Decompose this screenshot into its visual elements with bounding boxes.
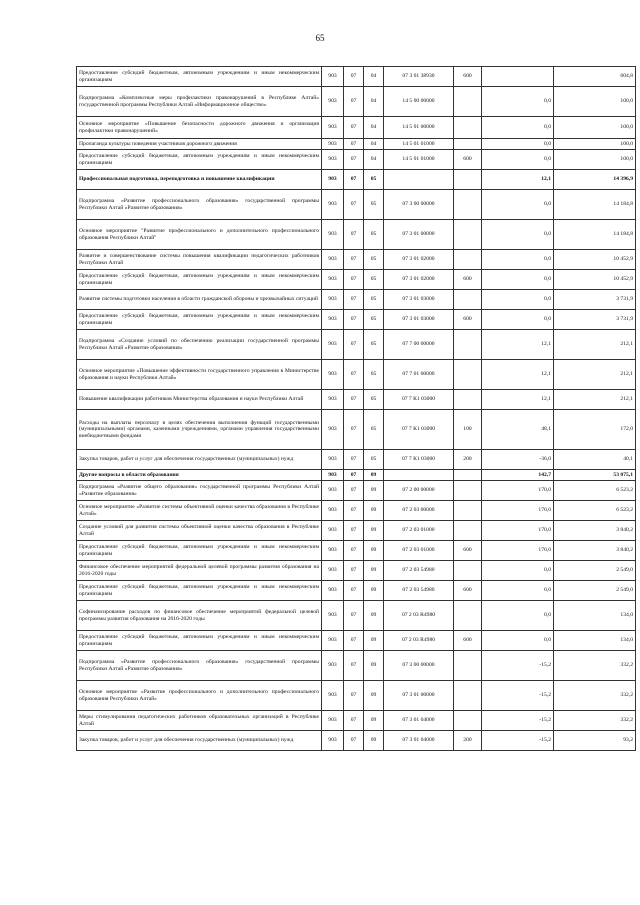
table-row [77, 220, 636, 250]
total-amount: 14 396,9 [554, 170, 636, 190]
table-row [77, 310, 636, 330]
row-name: Повышение квалификации работников Министерства образования и науки Республики Алтай [77, 390, 322, 410]
section-code: 07 [344, 651, 364, 681]
expense-type-code: 600 [454, 581, 482, 601]
expense-type-code [454, 521, 482, 541]
subsection-code: 09 [364, 631, 384, 651]
total-amount: 100,0 [554, 139, 636, 150]
row-name: Предоставление субсидий бюджетным, автономным учреждениям и иным некоммерческим организациям [77, 581, 322, 601]
section-code: 07 [344, 310, 364, 330]
row-name: Предоставление субсидий бюджетным, автономным учреждениям и иным некоммерческим организациям [77, 150, 322, 170]
section-code: 07 [344, 117, 364, 139]
table-row [77, 139, 636, 150]
table-row [77, 87, 636, 117]
change-amount: 0,0 [482, 150, 554, 170]
budget-table-body [77, 67, 636, 751]
target-article-code: 07 3 00 00000 [384, 651, 454, 681]
row-name: Закупка товаров, работ и услуг для обеспечения государственных (муниципальных) нужд [77, 450, 322, 470]
total-amount: 53 075,1 [554, 470, 636, 481]
target-article-code: 14 5 01 01000 [384, 150, 454, 170]
ministry-code: 903 [322, 561, 344, 581]
table-row [77, 481, 636, 501]
target-article-code: 07 3 01 00000 [384, 681, 454, 711]
ministry-code: 903 [322, 290, 344, 310]
expense-type-code [454, 501, 482, 521]
ministry-code: 903 [322, 470, 344, 481]
total-amount: 332,2 [554, 711, 636, 731]
change-amount: 170,0 [482, 521, 554, 541]
total-amount: 100,0 [554, 117, 636, 139]
subsection-code: 09 [364, 541, 384, 561]
ministry-code: 903 [322, 501, 344, 521]
row-name: Основное мероприятие "Развитие профессионального и дополнительного профессионального образования Республики Алтай" [77, 220, 322, 250]
ministry-code: 903 [322, 601, 344, 631]
ministry-code: 903 [322, 170, 344, 190]
row-name: Основное мероприятие «Развитие профессионального и дополнительного профессионального образования Республики Алтай» [77, 681, 322, 711]
target-article-code: 07 7 К1 03000 [384, 390, 454, 410]
ministry-code: 903 [322, 117, 344, 139]
subsection-code: 09 [364, 521, 384, 541]
table-row [77, 190, 636, 220]
row-name: Закупка товаров, работ и услуг для обеспечения государственных (муниципальных) нужд [77, 731, 322, 751]
table-row [77, 150, 636, 170]
subsection-code: 09 [364, 481, 384, 501]
subsection-code: 05 [364, 310, 384, 330]
total-amount: 3 840,2 [554, 541, 636, 561]
expense-type-code [454, 117, 482, 139]
table-row [77, 711, 636, 731]
subsection-code: 09 [364, 651, 384, 681]
table-row [77, 67, 636, 87]
table-row [77, 731, 636, 751]
target-article-code: 07 7 К1 03000 [384, 450, 454, 470]
subsection-code: 09 [364, 681, 384, 711]
expense-type-code [454, 360, 482, 390]
change-amount: 0,0 [482, 87, 554, 117]
ministry-code: 903 [322, 190, 344, 220]
expense-type-code [454, 561, 482, 581]
ministry-code: 903 [322, 139, 344, 150]
ministry-code: 903 [322, 521, 344, 541]
budget-table [76, 66, 636, 751]
row-name: Предоставление субсидий бюджетным, автономным учреждениям и иным некоммерческим организациям [77, 631, 322, 651]
change-amount: 12,1 [482, 170, 554, 190]
total-amount: 14 184,8 [554, 220, 636, 250]
target-article-code: 07 3 01 00000 [384, 220, 454, 250]
section-code: 07 [344, 190, 364, 220]
subsection-code: 05 [364, 270, 384, 290]
row-name: Подпрограмма «Развитие общего образования» государственной программы Республики Алтай «Развитие образования» [77, 481, 322, 501]
total-amount: 212,1 [554, 330, 636, 360]
page-number: 65 [315, 33, 325, 43]
target-article-code: 07 7 К1 03000 [384, 410, 454, 450]
change-amount: 170,0 [482, 481, 554, 501]
change-amount: 0,0 [482, 250, 554, 270]
expense-type-code [454, 170, 482, 190]
expense-type-code: 600 [454, 541, 482, 561]
table-row [77, 631, 636, 651]
total-amount: 14 184,8 [554, 190, 636, 220]
ministry-code: 903 [322, 631, 344, 651]
target-article-code: 07 2 03 54980 [384, 581, 454, 601]
row-name: Предоставление субсидий бюджетным, автономным учреждениям и иным некоммерческим организациям [77, 541, 322, 561]
total-amount: 134,0 [554, 601, 636, 631]
ministry-code: 903 [322, 150, 344, 170]
total-amount: 3 840,2 [554, 521, 636, 541]
total-amount: 212,1 [554, 360, 636, 390]
expense-type-code [454, 330, 482, 360]
target-article-code: 07 3 01 03000 [384, 290, 454, 310]
row-name: Подпрограмма «Развитие профессионального образования» государственной программы Республики Алтай «Развитие образования» [77, 190, 322, 220]
subsection-code: 04 [364, 150, 384, 170]
target-article-code: 14 5 01 01000 [384, 139, 454, 150]
ministry-code: 903 [322, 681, 344, 711]
expense-type-code [454, 290, 482, 310]
row-name: Пропаганда культуры поведения участников дорожного движения [77, 139, 322, 150]
subsection-code: 05 [364, 290, 384, 310]
ministry-code: 903 [322, 67, 344, 87]
expense-type-code [454, 390, 482, 410]
section-code: 07 [344, 521, 364, 541]
change-amount: 170,0 [482, 541, 554, 561]
ministry-code: 903 [322, 541, 344, 561]
section-code: 07 [344, 410, 364, 450]
subsection-code: 05 [364, 250, 384, 270]
change-amount: 12,1 [482, 330, 554, 360]
section-code: 07 [344, 731, 364, 751]
total-amount: 2 549,0 [554, 561, 636, 581]
table-row [77, 170, 636, 190]
total-amount: 3 731,9 [554, 310, 636, 330]
ministry-code: 903 [322, 220, 344, 250]
ministry-code: 903 [322, 581, 344, 601]
change-amount: 48,1 [482, 410, 554, 450]
total-amount: 100,0 [554, 87, 636, 117]
change-amount: 0,0 [482, 270, 554, 290]
ministry-code: 903 [322, 711, 344, 731]
table-row [77, 390, 636, 410]
change-amount: 0,0 [482, 117, 554, 139]
total-amount: 10 452,9 [554, 250, 636, 270]
section-code: 07 [344, 631, 364, 651]
ministry-code: 903 [322, 450, 344, 470]
section-code: 07 [344, 360, 364, 390]
expense-type-code [454, 190, 482, 220]
table-row [77, 601, 636, 631]
expense-type-code [454, 139, 482, 150]
ministry-code: 903 [322, 250, 344, 270]
section-code: 07 [344, 450, 364, 470]
target-article-code: 07 3 01 03000 [384, 310, 454, 330]
total-amount: 2 549,0 [554, 581, 636, 601]
section-code: 07 [344, 481, 364, 501]
ministry-code: 903 [322, 651, 344, 681]
section-code: 07 [344, 139, 364, 150]
table-row [77, 250, 636, 270]
ministry-code: 903 [322, 731, 344, 751]
expense-type-code: 600 [454, 310, 482, 330]
total-amount: 212,1 [554, 390, 636, 410]
total-amount: 604,8 [554, 67, 636, 87]
table-row [77, 450, 636, 470]
row-name: Финансовое обеспечение мероприятий федеральной целевой программы развития образования на 2016-2020 годы [77, 561, 322, 581]
row-name: Основное мероприятие «Повышение эффективности государственного управления в Министерстве образования и науки Республики Алтай» [77, 360, 322, 390]
ministry-code: 903 [322, 87, 344, 117]
table-row [77, 501, 636, 521]
table-row [77, 541, 636, 561]
ministry-code: 903 [322, 390, 344, 410]
expense-type-code [454, 651, 482, 681]
expense-type-code [454, 87, 482, 117]
expense-type-code [454, 601, 482, 631]
total-amount: 3 731,9 [554, 290, 636, 310]
change-amount: 12,1 [482, 360, 554, 390]
total-amount: 93,2 [554, 731, 636, 751]
subsection-code: 05 [364, 450, 384, 470]
subsection-code: 05 [364, 410, 384, 450]
change-amount: 0,0 [482, 220, 554, 250]
row-name: Меры стимулирования педагогических работников образовательных организаций в Республике Алтай [77, 711, 322, 731]
row-name: Развитие и совершенствование системы повышения квалификации педагогических работников Республики Алтай [77, 250, 322, 270]
table-row [77, 330, 636, 360]
table-row [77, 360, 636, 390]
target-article-code: 07 7 00 00000 [384, 330, 454, 360]
expense-type-code: 600 [454, 67, 482, 87]
ministry-code: 903 [322, 410, 344, 450]
change-amount: 170,0 [482, 501, 554, 521]
subsection-code: 09 [364, 501, 384, 521]
section-code: 07 [344, 470, 364, 481]
target-article-code: 07 3 00 00000 [384, 190, 454, 220]
total-amount: 100,0 [554, 150, 636, 170]
section-code: 07 [344, 170, 364, 190]
table-row [77, 561, 636, 581]
row-name: Подпрограмма «Развитие профессионального образования» государственной программы Республики Алтай «Развитие образования» [77, 651, 322, 681]
row-name: Расходы на выплаты персоналу в целях обеспечения выполнения функций государственными (муниципальными) органами, казенными учреждениями, органами управления государственными внебюджетными фондами [77, 410, 322, 450]
target-article-code: 07 2 03 54980 [384, 561, 454, 581]
subsection-code: 09 [364, 731, 384, 751]
row-name: Софинансирование расходов по финансовое обеспечение мероприятий федеральной целевой программы развития образования на 2016-2020 годы [77, 601, 322, 631]
target-article-code: 07 3 01 04000 [384, 731, 454, 751]
target-article-code: 07 3 01 04000 [384, 711, 454, 731]
subsection-code: 04 [364, 117, 384, 139]
expense-type-code [454, 481, 482, 501]
change-amount: 0,0 [482, 581, 554, 601]
section-code: 07 [344, 250, 364, 270]
expense-type-code: 100 [454, 410, 482, 450]
expense-type-code [454, 470, 482, 481]
section-code: 07 [344, 711, 364, 731]
section-code: 07 [344, 67, 364, 87]
table-row [77, 470, 636, 481]
row-name: Развитие системы подготовки населения в области гражданской обороны и чрезвычайных ситуаций [77, 290, 322, 310]
table-row [77, 410, 636, 450]
change-amount: -15,2 [482, 731, 554, 751]
table-row [77, 521, 636, 541]
section-code: 07 [344, 561, 364, 581]
section-code: 07 [344, 150, 364, 170]
change-amount: 0,0 [482, 601, 554, 631]
row-name: Создание условий для развития системы объективной оценки качества образования в Республике Алтай [77, 521, 322, 541]
expense-type-code: 600 [454, 150, 482, 170]
target-article-code: 07 3 01 02000 [384, 250, 454, 270]
total-amount: 40,1 [554, 450, 636, 470]
subsection-code: 09 [364, 470, 384, 481]
expense-type-code: 200 [454, 731, 482, 751]
change-amount: 0,0 [482, 190, 554, 220]
row-name: Другие вопросы в области образования [77, 470, 322, 481]
row-name: Предоставление субсидий бюджетным, автономным учреждениям и иным некоммерческим организациям [77, 310, 322, 330]
target-article-code [384, 170, 454, 190]
section-code: 07 [344, 501, 364, 521]
expense-type-code [454, 220, 482, 250]
ministry-code: 903 [322, 270, 344, 290]
section-code: 07 [344, 290, 364, 310]
change-amount: 0,0 [482, 139, 554, 150]
total-amount: 6 523,2 [554, 481, 636, 501]
subsection-code: 09 [364, 581, 384, 601]
ministry-code: 903 [322, 481, 344, 501]
change-amount: 0,0 [482, 310, 554, 330]
subsection-code: 09 [364, 601, 384, 631]
row-name: Предоставление субсидий бюджетным, автономным учреждениям и иным некоммерческим организациям [77, 270, 322, 290]
change-amount: -15,2 [482, 651, 554, 681]
expense-type-code: 600 [454, 631, 482, 651]
target-article-code: 07 2 03 01000 [384, 521, 454, 541]
change-amount: -15,2 [482, 681, 554, 711]
change-amount: -15,2 [482, 711, 554, 731]
section-code: 07 [344, 330, 364, 360]
row-name: Основное мероприятие «Развитие системы объективной оценки качества образования в Республике Алтай» [77, 501, 322, 521]
row-name: Подпрограмма «Комплексные меры профилактики правонарушений в Республике Алтай» государственной программы Республики Алтай «Информационное общество» [77, 87, 322, 117]
subsection-code: 04 [364, 139, 384, 150]
subsection-code: 05 [364, 170, 384, 190]
section-code: 07 [344, 270, 364, 290]
subsection-code: 05 [364, 330, 384, 360]
row-name: Основное мероприятие «Повышение безопасности дорожного движения и организация профилактики правонарушений» [77, 117, 322, 139]
target-article-code: 07 2 03 R4980 [384, 601, 454, 631]
table-row [77, 270, 636, 290]
target-article-code: 07 2 00 00000 [384, 481, 454, 501]
table-row [77, 681, 636, 711]
total-amount: 134,0 [554, 631, 636, 651]
expense-type-code: 600 [454, 270, 482, 290]
table-row [77, 290, 636, 310]
change-amount: 0,0 [482, 561, 554, 581]
section-code: 07 [344, 87, 364, 117]
target-article-code: 07 3 01 02000 [384, 270, 454, 290]
subsection-code: 09 [364, 711, 384, 731]
total-amount: 332,2 [554, 651, 636, 681]
section-code: 07 [344, 581, 364, 601]
subsection-code: 05 [364, 360, 384, 390]
change-amount: 12,1 [482, 390, 554, 410]
table-row [77, 581, 636, 601]
change-amount: 0,0 [482, 290, 554, 310]
target-article-code: 14 5 01 00000 [384, 117, 454, 139]
expense-type-code: 200 [454, 450, 482, 470]
change-amount: -36,0 [482, 450, 554, 470]
section-code: 07 [344, 541, 364, 561]
expense-type-code [454, 250, 482, 270]
section-code: 07 [344, 390, 364, 410]
change-amount [482, 67, 554, 87]
row-name: Предоставление субсидий бюджетным, автономным учреждениям и иным некоммерческим организациям [77, 67, 322, 87]
subsection-code: 05 [364, 220, 384, 250]
change-amount: 0,0 [482, 631, 554, 651]
target-article-code: 14 5 00 00000 [384, 87, 454, 117]
subsection-code: 09 [364, 561, 384, 581]
target-article-code: 07 7 01 00000 [384, 360, 454, 390]
ministry-code: 903 [322, 330, 344, 360]
section-code: 07 [344, 601, 364, 631]
table-row [77, 117, 636, 139]
total-amount: 332,2 [554, 681, 636, 711]
total-amount: 10 452,9 [554, 270, 636, 290]
total-amount: 172,0 [554, 410, 636, 450]
target-article-code: 07 3 01 38930 [384, 67, 454, 87]
target-article-code [384, 470, 454, 481]
subsection-code: 05 [364, 390, 384, 410]
subsection-code: 04 [364, 67, 384, 87]
subsection-code: 05 [364, 190, 384, 220]
table-row [77, 651, 636, 681]
target-article-code: 07 2 03 R4980 [384, 631, 454, 651]
row-name: Профессиональная подготовка, переподготовка и повышение квалификации [77, 170, 322, 190]
total-amount: 6 523,2 [554, 501, 636, 521]
ministry-code: 903 [322, 360, 344, 390]
section-code: 07 [344, 220, 364, 250]
target-article-code: 07 2 03 00000 [384, 501, 454, 521]
expense-type-code [454, 681, 482, 711]
target-article-code: 07 2 03 01000 [384, 541, 454, 561]
ministry-code: 903 [322, 310, 344, 330]
expense-type-code [454, 711, 482, 731]
change-amount: 142,7 [482, 470, 554, 481]
section-code: 07 [344, 681, 364, 711]
row-name: Подпрограмма «Создание условий по обеспечению реализации государственной программы Республики Алтай «Развитие образования» [77, 330, 322, 360]
subsection-code: 04 [364, 87, 384, 117]
